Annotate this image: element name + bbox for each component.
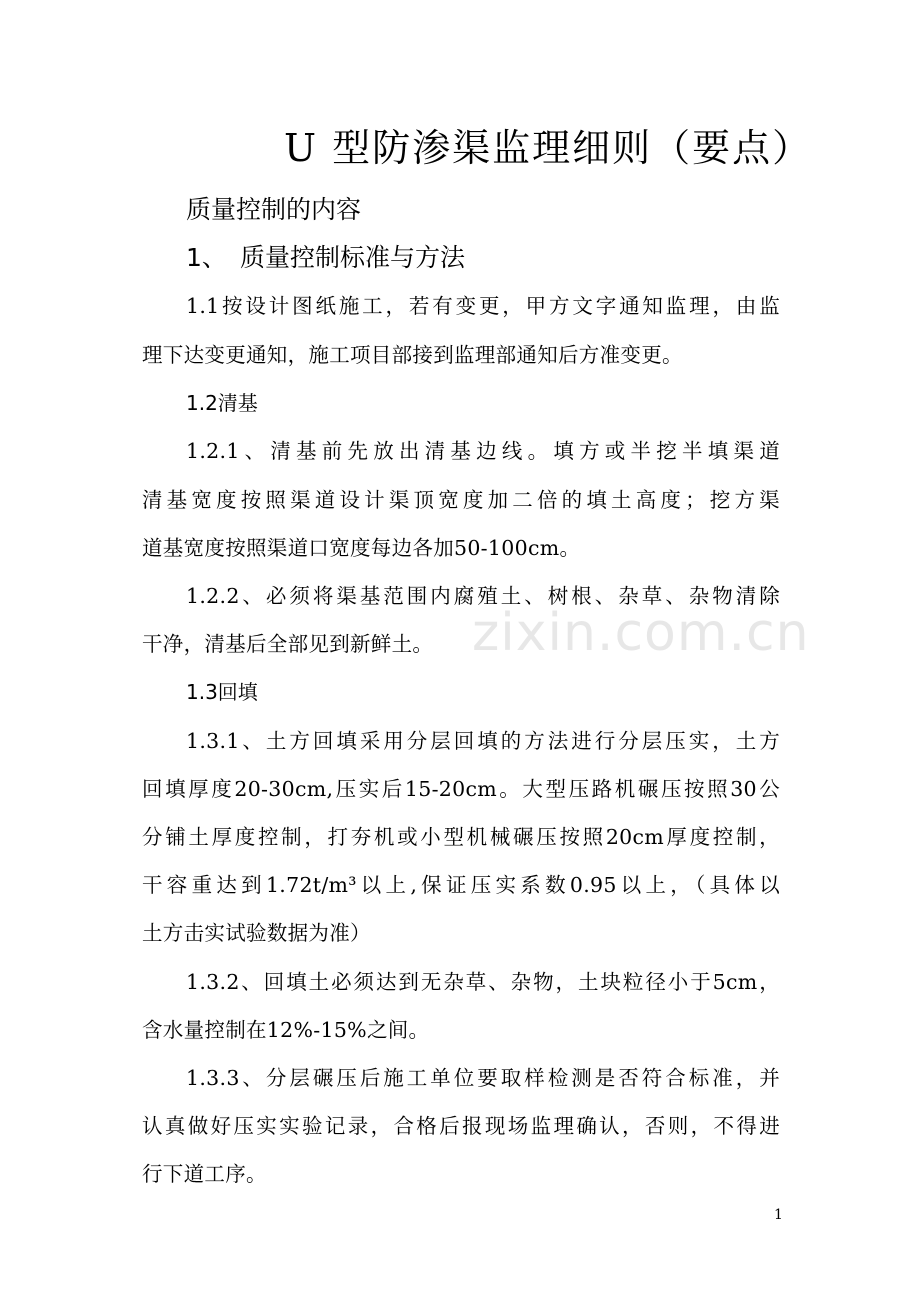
paragraph-1-3-1-line-3: 分铺土厚度控制，打夯机或小型机械碾压按照20cm厚度控制，	[142, 825, 780, 849]
paragraph-1-3-1-line-5: 土方击实试验数据为准）	[142, 921, 371, 945]
paragraph-1-3-1-line-2: 回填厚度20-30cm,压实后15-20cm。大型压路机碾压按照30公	[142, 777, 780, 801]
watermark: zixin.com.cn	[472, 603, 810, 663]
paragraph-1-3-1-line-4: 干容重达到1.72t/m³以上,保证压实系数0.95以上，（具体以	[142, 873, 780, 897]
subheading-1-2: 1.2清基	[186, 391, 258, 415]
paragraph-1-1-line-2: 理下达变更通知，施工项目部接到监理部通知后方准变更。	[142, 343, 683, 367]
paragraph-1-3-3-line-3: 行下道工序。	[142, 1162, 267, 1186]
paragraph-1-1-line-1: 1.1按设计图纸施工，若有变更，甲方文字通知监理，由监	[186, 294, 780, 318]
paragraph-1-3-3-line-1: 1.3.3、分层碾压后施工单位要取样检测是否符合标准，并	[186, 1066, 780, 1090]
paragraph-1-3-2-line-1: 1.3.2、回填土必须达到无杂草、杂物，土块粒径小于5cm，	[186, 970, 780, 994]
heading-1	[186, 240, 465, 276]
paragraph-1-3-3-line-2: 认真做好压实实验记录，合格后报现场监理确认，否则，不得进	[142, 1114, 780, 1138]
paragraph-1-3-1-line-1: 1.3.1、土方回填采用分层回填的方法进行分层压实，土方	[186, 729, 780, 753]
heading-1-number: 1、	[186, 243, 227, 272]
paragraph-1-2-2-line-1: 1.2.2、必须将渠基范围内腐殖土、树根、杂草、杂物清除	[186, 584, 780, 608]
subheading-1-3: 1.3回填	[186, 680, 258, 704]
paragraph-1-2-2-line-2: 干净，清基后全部见到新鲜土。	[142, 632, 434, 656]
document-title: U 型防渗渠监理细则（要点）	[284, 126, 813, 170]
paragraph-1-3-2-line-2: 含水量控制在12%-15%之间。	[142, 1018, 430, 1042]
heading-1-text: 质量控制标准与方法	[240, 243, 466, 272]
section-heading: 质量控制的内容	[186, 195, 362, 224]
page-number: 1	[774, 1207, 783, 1223]
paragraph-1-2-1-line-1: 1.2.1、清基前先放出清基边线。填方或半挖半填渠道	[186, 439, 780, 463]
paragraph-1-2-1-line-3: 道基宽度按照渠道口宽度每边各加50-100cm。	[142, 536, 581, 560]
paragraph-1-2-1-line-2: 清基宽度按照渠道设计渠顶宽度加二倍的填土高度；挖方渠	[142, 488, 780, 512]
